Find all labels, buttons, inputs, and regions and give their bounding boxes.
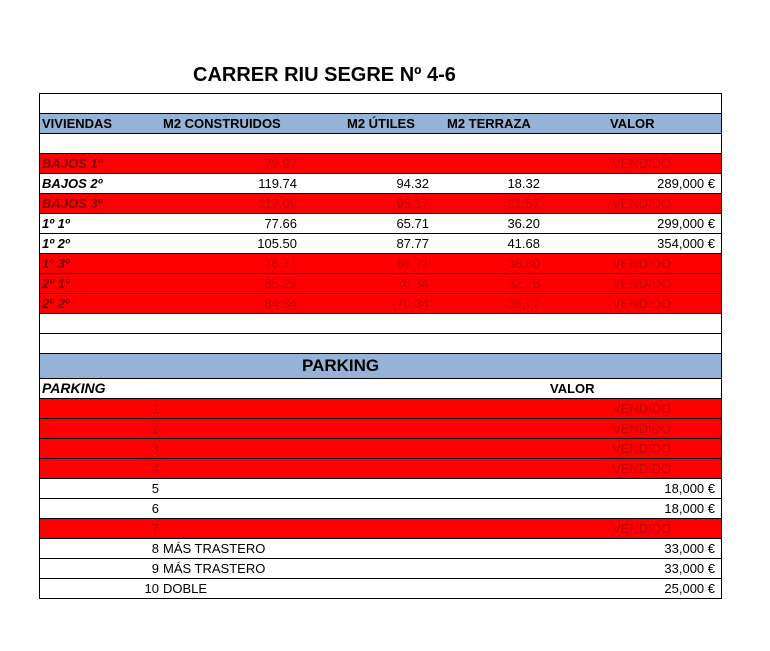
vivienda-m2-utiles: 70.34 <box>396 276 429 291</box>
parking-number: 9 <box>151 561 159 576</box>
vivienda-valor: VENDIDO <box>612 196 672 211</box>
header-valor: VALOR <box>610 116 655 131</box>
parking-description: MÁS TRASTERO <box>163 561 266 576</box>
parking-number: 7 <box>151 521 159 536</box>
parking-valor: 18,000 € <box>664 501 715 516</box>
parking-number: 2 <box>151 421 159 436</box>
parking-header-label: PARKING <box>42 380 106 396</box>
vivienda-m2-construidos: 77.66 <box>264 216 297 231</box>
parking-row <box>40 579 721 599</box>
price-sheet <box>39 93 722 599</box>
parking-number: 10 <box>144 581 159 596</box>
vivienda-m2-terraza: 18.32 <box>507 176 540 191</box>
parking-valor: VENDIDO <box>612 421 672 436</box>
vivienda-row <box>40 294 721 314</box>
parking-rows <box>40 399 721 599</box>
vivienda-valor: VENDIDO <box>612 256 672 271</box>
vivienda-m2-construidos: 84.34 <box>264 296 297 311</box>
parking-title-row <box>40 354 721 379</box>
header-viviendas: VIVIENDAS <box>42 116 113 131</box>
parking-valor: 33,000 € <box>664 541 715 556</box>
parking-header-valor: VALOR <box>550 381 595 396</box>
vivienda-m2-utiles: 94.32 <box>396 176 429 191</box>
vivienda-m2-utiles: 70.34 <box>396 296 429 311</box>
vivienda-name: 1º 2º <box>42 236 70 251</box>
parking-valor: VENDIDO <box>612 521 672 536</box>
vivienda-name: 1º 1º <box>42 216 70 231</box>
vivienda-row <box>40 174 721 194</box>
vivienda-name: BAJOS 1º <box>42 156 103 171</box>
vivienda-row <box>40 214 721 234</box>
header-m2-construidos: M2 CONSTRUIDOS <box>163 116 281 131</box>
vivienda-name: 2º 1º <box>42 276 70 291</box>
parking-valor: 25,000 € <box>664 581 715 596</box>
parking-number: 6 <box>151 501 159 516</box>
parking-number: 4 <box>151 461 159 476</box>
parking-section-title: PARKING <box>302 356 380 375</box>
vivienda-m2-construidos: 117.09 <box>258 196 297 211</box>
vivienda-m2-utiles: 95.17 <box>396 196 429 211</box>
vivienda-m2-construidos: 85.29 <box>264 276 297 291</box>
vivienda-row <box>40 254 721 274</box>
page-title: CARRER RIU SEGRE Nº 4-6 <box>193 64 456 86</box>
vivienda-m2-terraza: 21.57 <box>507 196 540 211</box>
vivienda-valor: 289,000 € <box>657 176 715 191</box>
parking-number: 1 <box>151 401 159 416</box>
vivienda-m2-construidos: 79.97 <box>264 156 297 171</box>
vivienda-name: BAJOS 2º <box>42 176 103 191</box>
parking-valor: 33,000 € <box>664 561 715 576</box>
parking-header-row <box>40 379 721 399</box>
blank-row <box>40 134 721 154</box>
parking-row <box>40 559 721 579</box>
vivienda-m2-utiles: 65.71 <box>396 256 429 271</box>
parking-number: 8 <box>151 541 159 556</box>
viviendas-header-row <box>40 114 721 134</box>
vivienda-m2-terraza: 35.77 <box>507 296 540 311</box>
header-m2-terraza: M2 TERRAZA <box>447 116 531 131</box>
vivienda-m2-construidos: 119.74 <box>258 176 297 191</box>
blank-row <box>40 94 721 114</box>
viviendas-rows <box>40 154 721 314</box>
vivienda-m2-utiles: 65.71 <box>396 216 429 231</box>
vivienda-name: 2º 2º <box>42 296 70 311</box>
vivienda-m2-construidos: 76.71 <box>264 256 297 271</box>
parking-valor: VENDIDO <box>612 461 672 476</box>
parking-valor: 18,000 € <box>664 481 715 496</box>
blank-row <box>40 334 721 354</box>
vivienda-valor: VENDIDO <box>612 296 672 311</box>
vivienda-m2-utiles: 87.77 <box>396 236 429 251</box>
parking-row <box>40 499 721 519</box>
parking-number: 5 <box>151 481 159 496</box>
vivienda-name: 1º 3º <box>42 256 70 271</box>
vivienda-m2-terraza: 36.80 <box>507 256 540 271</box>
parking-row <box>40 479 721 499</box>
vivienda-m2-construidos: 105.50 <box>257 236 297 251</box>
parking-valor: VENDIDO <box>612 441 672 456</box>
vivienda-row <box>40 194 721 214</box>
parking-row <box>40 439 721 459</box>
vivienda-valor: VENDIDO <box>612 156 672 171</box>
vivienda-valor: VENDIDO <box>612 276 672 291</box>
parking-row <box>40 399 721 419</box>
parking-number: 3 <box>151 441 159 456</box>
blank-row <box>40 314 721 334</box>
vivienda-row <box>40 154 721 174</box>
vivienda-name: BAJOS 3º <box>42 196 103 211</box>
header-m2-utiles: M2 ÚTILES <box>347 116 415 131</box>
parking-row <box>40 539 721 559</box>
vivienda-m2-terraza: 36.20 <box>507 216 540 231</box>
parking-row <box>40 459 721 479</box>
parking-description: DOBLE <box>163 581 208 596</box>
vivienda-m2-terraza: 41.68 <box>507 236 540 251</box>
parking-valor: VENDIDO <box>612 401 672 416</box>
parking-row <box>40 419 721 439</box>
parking-row <box>40 519 721 539</box>
vivienda-valor: 299,000 € <box>657 216 715 231</box>
parking-description: MÁS TRASTERO <box>163 541 266 556</box>
vivienda-m2-terraza: 32.25 <box>507 276 540 291</box>
vivienda-valor: 354,000 € <box>657 236 715 251</box>
vivienda-row <box>40 274 721 294</box>
vivienda-row <box>40 234 721 254</box>
